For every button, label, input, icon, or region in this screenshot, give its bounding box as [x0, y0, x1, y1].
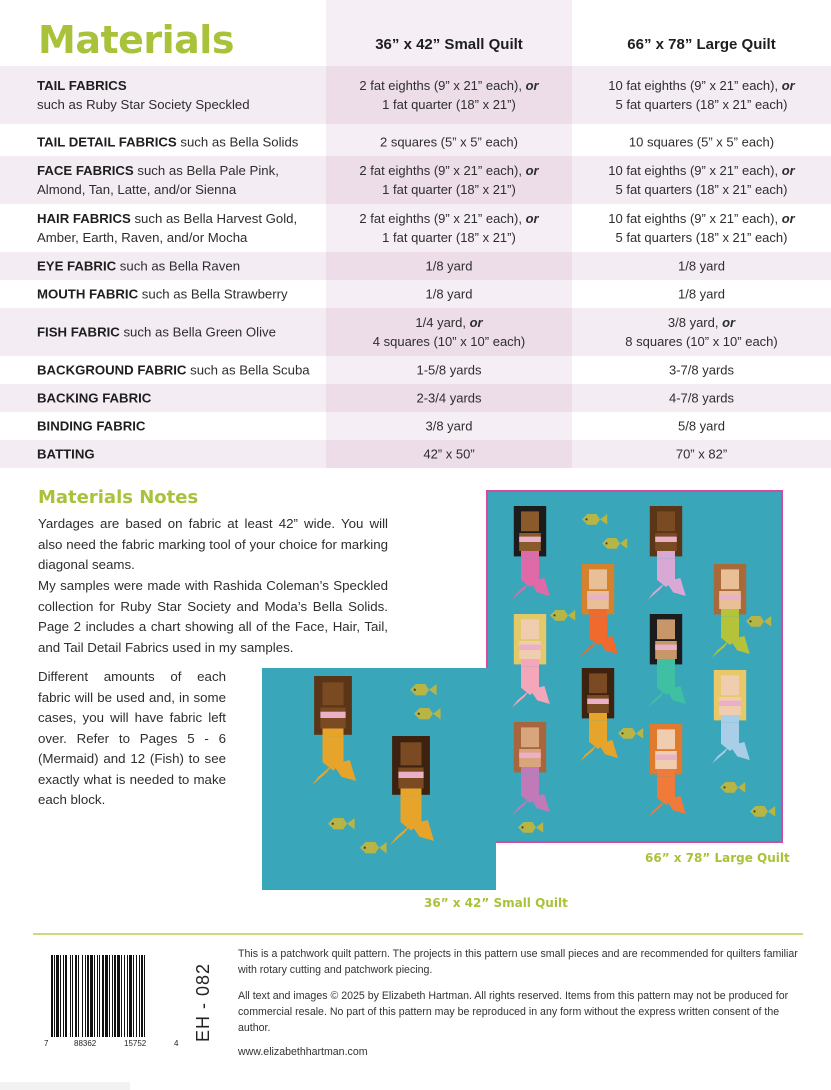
barcode [41, 955, 183, 1049]
table-row [0, 66, 831, 124]
large-quilt-amount: 70” x 82” [675, 446, 728, 462]
table-row [0, 128, 831, 156]
large-quilt-amount: 3/8 yard, or 8 squares (10” x 10” each) [625, 315, 778, 349]
table-row [0, 384, 831, 412]
small-quilt-column-header: 36” x 42” Small Quilt [375, 36, 523, 53]
page-title: Materials [38, 18, 234, 62]
fish-block [720, 782, 745, 793]
small-quilt-amount: 2 squares (5” x 5” each) [379, 134, 518, 150]
notes-paragraph-1: Yardages are based on fabric at least 42” wide. You will also need the fabric marking tool of your choice for marking diagonal seams. [38, 516, 388, 572]
small-quilt-amount: 42” x 50” [423, 446, 475, 462]
material-name: TAIL FABRICS such as Ruby Star Society Speckled [37, 78, 250, 112]
material-name: EYE FABRIC such as Bella Raven [37, 258, 241, 274]
footer-note: This is a patchwork quilt pattern. The projects in this pattern use small pieces and are recommended for quilters familiar with rotary cutting and patchwork piecing. [238, 948, 798, 976]
large-quilt-amount: 10 squares (5” x 5” each) [628, 134, 775, 150]
large-quilt-amount: 1/8 yard [678, 286, 725, 302]
pattern-code: EH - 082 [193, 962, 213, 1042]
small-quilt-caption: 36” x 42” Small Quilt [424, 896, 568, 910]
large-quilt-amount: 10 fat eighths (9” x 21” each), or 5 fat quarters (18” x 21” each) [608, 211, 795, 245]
mermaid-block [648, 724, 686, 818]
large-quilt-amount: 10 fat eighths (9” x 21” each), or 5 fat quarters (18” x 21” each) [608, 78, 795, 112]
large-quilt-amount: 10 fat eighths (9” x 21” each), or 5 fat quarters (18” x 21” each) [608, 163, 795, 197]
material-name: BATTING [37, 446, 95, 462]
material-name: MOUTH FABRIC such as Bella Strawberry [37, 286, 288, 302]
table-row [0, 440, 831, 468]
fish-block [602, 538, 627, 549]
fish-block [360, 842, 387, 853]
material-name: TAIL DETAIL FABRICS such as Bella Solids [37, 134, 299, 150]
small-quilt-amount: 2 fat eighths (9” x 21” each), or 1 fat quarter (18” x 21”) [359, 163, 539, 197]
fish-block [746, 616, 771, 627]
barcode-digit-0: 7 [44, 1039, 49, 1048]
barcode-digit-1: 88362 [74, 1039, 97, 1048]
small-quilt-amount: 1/8 yard [425, 286, 473, 302]
notes-title: Materials Notes [38, 487, 199, 508]
mermaid-block [390, 736, 434, 845]
mermaid-block [648, 614, 686, 708]
small-quilt-amount: 3/8 yard [425, 418, 473, 434]
large-quilt-amount: 1/8 yard [678, 258, 725, 274]
mermaid-block [312, 676, 356, 785]
footer-copyright: All text and images © 2025 by Elizabeth Hartman. All rights reserved. Items from this pattern may not be produced for commercial resale. No part of this pattern may be reproduced in any form without the express written consent of the author. [238, 990, 789, 1034]
small-quilt-amount: 2 fat eighths (9” x 21” each), or 1 fat quarter (18” x 21”) [359, 211, 539, 245]
small-quilt-amount: 1/8 yard [425, 258, 473, 274]
large-quilt-amount: 4-7/8 yards [668, 390, 735, 406]
small-quilt-image [262, 668, 496, 890]
large-quilt-amount: 3-7/8 yards [668, 362, 735, 378]
fish-block [410, 684, 437, 695]
fish-block [550, 610, 575, 621]
table-row [0, 308, 831, 356]
barcode-digit-2: 15752 [124, 1039, 147, 1048]
table-row [0, 204, 831, 252]
footer-url[interactable]: www.elizabethhartman.com [238, 1046, 368, 1058]
fish-block [582, 514, 607, 525]
large-quilt-column-header: 66” x 78” Large Quilt [627, 36, 776, 53]
page-corner [0, 1082, 130, 1090]
barcode-digit-3: 4 [174, 1039, 179, 1048]
notes-paragraph-3: Different amounts of each fabric will be used and, in some cases, you will have fabric left over. Refer to Pages 5 - 6 (Mermaid) and 12 (Fish) to see exactly what is needed to make each block. [38, 669, 226, 807]
mermaid-block [580, 564, 618, 658]
material-name: BINDING FABRIC [37, 418, 146, 434]
fish-block [518, 822, 543, 833]
table-row [0, 252, 831, 280]
notes-paragraph-2: My samples were made with Rashida Coleman’s Speckled collection for Ruby Star Society and Moda’s Bella Solids. Page 2 includes a chart showing all of the Face, Hair, Tail, and Tail Detail Fabrics used in my samples. [38, 578, 388, 655]
large-quilt-amount: 5/8 yard [678, 418, 725, 434]
mermaid-block [580, 668, 618, 762]
mermaid-block [512, 506, 550, 600]
small-quilt-amount: 1/4 yard, or 4 squares (10” x 10” each) [372, 315, 526, 349]
material-name: FISH FABRIC such as Bella Green Olive [37, 324, 276, 340]
fish-block [618, 728, 643, 739]
table-row [0, 412, 831, 440]
footer-divider [33, 933, 803, 935]
fish-block [414, 708, 441, 719]
small-quilt-amount: 1-5/8 yards [416, 362, 482, 378]
material-name: FACE FABRICS such as Bella Pale Pink, Almond, Tan, Latte, and/or Sienna [37, 163, 279, 197]
table-row [0, 156, 831, 204]
fish-block [750, 806, 775, 817]
table-row [0, 280, 831, 308]
material-name: BACKGROUND FABRIC such as Bella Scuba [37, 362, 310, 378]
fish-block [328, 818, 355, 829]
material-name: BACKING FABRIC [37, 390, 152, 406]
mermaid-block [712, 670, 750, 764]
material-name: HAIR FABRICS such as Bella Harvest Gold, Amber, Earth, Raven, and/or Mocha [37, 211, 298, 245]
small-quilt-amount: 2 fat eighths (9” x 21” each), or 1 fat quarter (18” x 21”) [359, 78, 539, 112]
table-row [0, 356, 831, 384]
small-quilt-amount: 2-3/4 yards [416, 390, 482, 406]
mermaid-block [512, 614, 550, 708]
mermaid-block [712, 564, 750, 658]
mermaid-block [512, 722, 550, 816]
large-quilt-image [486, 490, 783, 843]
mermaid-block [648, 506, 686, 600]
large-quilt-caption: 66” x 78” Large Quilt [645, 851, 790, 865]
